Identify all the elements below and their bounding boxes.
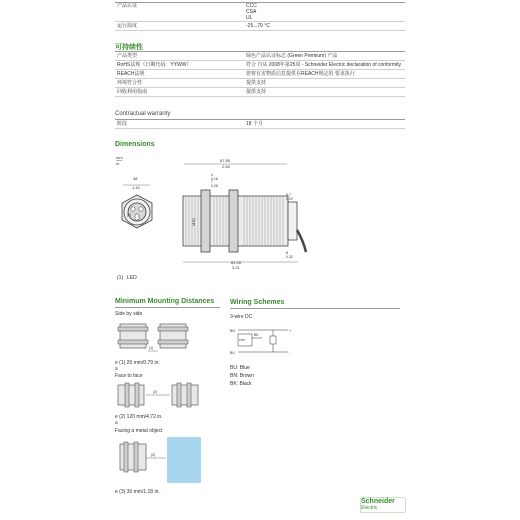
legend-text: : Black <box>236 381 252 387</box>
row-divider <box>115 21 405 22</box>
section-rule <box>115 119 405 120</box>
sus-label-0: 产品类型 <box>117 53 138 59</box>
face-label: Face to face <box>115 373 143 379</box>
top-rule <box>115 2 405 3</box>
row-divider <box>115 69 405 70</box>
nut-2 <box>229 190 238 252</box>
mounting-title: Minimum Mounting Distances <box>115 298 215 305</box>
sus-label-1: RoHS法规（日期代码：YYWW） <box>117 62 192 68</box>
row-divider <box>115 30 405 31</box>
face-to-face-diagram <box>114 380 206 410</box>
cert-ccc: CCC <box>246 3 257 9</box>
side-marker: (1) <box>149 346 154 350</box>
sus-value-0: 绿色产品认证标志 (Green Premium) 产品 <box>246 53 338 59</box>
front-w-in: 1.42 <box>132 185 140 190</box>
led-window <box>131 207 135 211</box>
sus-value-1: 符合 自从 2008年第25周 - Schneider Electric declaration of conformity <box>246 62 402 68</box>
sus-value-3: 提供支持 <box>246 80 267 86</box>
nut-1 <box>201 190 210 252</box>
row-divider <box>115 78 405 79</box>
cable-len-in: 3.21 <box>232 265 240 270</box>
row-divider <box>115 60 405 61</box>
bk-label: BK <box>254 333 259 337</box>
rear-cap <box>288 202 297 240</box>
wiring-subtitle: 3-wire DC <box>230 314 253 320</box>
sensor-1 <box>118 324 148 348</box>
section-rule <box>230 308 400 309</box>
brand-logo <box>360 497 406 513</box>
temp-label: 运行温度 <box>117 23 138 29</box>
wiring-title: Wiring Schemes <box>230 299 285 306</box>
side-label: Side by side <box>115 311 143 317</box>
d4-in: 0.32 <box>286 255 293 259</box>
sus-value-4: 提供支持 <box>246 89 267 95</box>
bn-label: BN <box>230 329 235 333</box>
note-text: LED <box>127 275 137 281</box>
sensor-left <box>118 383 144 407</box>
side-by-side-diagram <box>114 318 194 356</box>
warranty-title: Contractual warranty <box>115 111 171 117</box>
brand-sub: Electric <box>361 505 378 511</box>
sustainability-title: 可持续性 <box>115 44 143 51</box>
minus-label: - <box>289 350 291 355</box>
d3-in: 0.22 <box>286 197 293 201</box>
bu-label: BU <box>230 351 235 355</box>
plus-label: + <box>289 328 292 333</box>
metal-object <box>167 437 201 483</box>
legend-bn <box>230 373 254 379</box>
sus-label-4: 回收利用指南 <box>117 89 148 95</box>
warranty-value: 18 个月 <box>246 121 263 127</box>
d2-mm: 7 <box>211 180 213 184</box>
row-divider <box>115 96 405 97</box>
cert-label: 产品认证 <box>117 3 138 9</box>
side-symbol: ≥ <box>115 366 118 372</box>
legend-text: : Brown <box>236 373 254 379</box>
sensor-a <box>120 442 146 472</box>
note-number: (1) <box>117 275 124 281</box>
cert-ul: UL <box>246 15 253 21</box>
cable <box>297 230 306 252</box>
cable-len-mm: 81.55 <box>231 260 242 265</box>
metal-label: Facing a metal object <box>115 428 163 434</box>
pnp-label: PNP <box>239 338 246 342</box>
cert-csa: CSA <box>246 9 257 15</box>
d3-mm: 5.7 <box>286 193 291 197</box>
metal-value: e (3) 30 mm/1.18 in. <box>115 489 160 495</box>
d1-mm: 4 <box>211 173 213 177</box>
load-box <box>270 336 276 344</box>
sensor-right <box>172 383 198 407</box>
connector-slot <box>135 214 139 220</box>
legend-bk <box>230 381 252 387</box>
section-rule <box>115 51 405 52</box>
d4-mm: 8 <box>286 251 288 255</box>
legend-bu <box>230 365 250 371</box>
metal-marker: (3) <box>151 453 156 457</box>
face-symbol: ≥ <box>115 420 118 426</box>
legend-code: BU <box>230 365 237 371</box>
thread-label: M30 <box>191 218 196 226</box>
face-value: e (2) 120 mm/4.72 in. <box>115 414 163 420</box>
metal-object-diagram <box>114 436 214 486</box>
unit-in: in. <box>116 161 121 166</box>
temp-value: -25...70 °C <box>246 23 270 29</box>
unit-mm: mm <box>116 155 123 160</box>
face-marker: (2) <box>153 390 158 394</box>
legend-code: BK <box>230 381 237 387</box>
wiring-diagram <box>228 324 294 358</box>
total-len-in: 2.64 <box>222 164 230 169</box>
led-callout: (1) <box>127 213 132 217</box>
legend-code: BN <box>230 373 237 379</box>
sus-value-2: 您将有害物质信息提供在REACH规定的 要求执行 <box>246 71 355 77</box>
row-divider <box>115 128 405 129</box>
legend-text: : Blue <box>236 365 250 371</box>
front-w-mm: 38 <box>133 176 138 181</box>
side-value: e (1) 20 mm/0.79 in. <box>115 360 160 366</box>
total-len-mm: 67.85 <box>220 158 231 163</box>
brand-name: Schneider <box>361 498 395 505</box>
warranty-label: 阶段 <box>117 121 128 127</box>
dimensions-drawing <box>110 152 410 282</box>
dimensions-title: Dimensions <box>115 141 155 148</box>
sensor-2 <box>158 324 188 348</box>
d2-in: 0.28 <box>211 184 218 188</box>
pot-window <box>139 207 143 211</box>
row-divider <box>115 87 405 88</box>
section-rule <box>115 307 220 308</box>
d1-in: 0.16 <box>211 177 218 181</box>
sus-label-2: REACH法规 <box>117 71 145 77</box>
sensor-front-view <box>122 195 152 228</box>
sus-label-3: 环境符合性 <box>117 80 143 86</box>
